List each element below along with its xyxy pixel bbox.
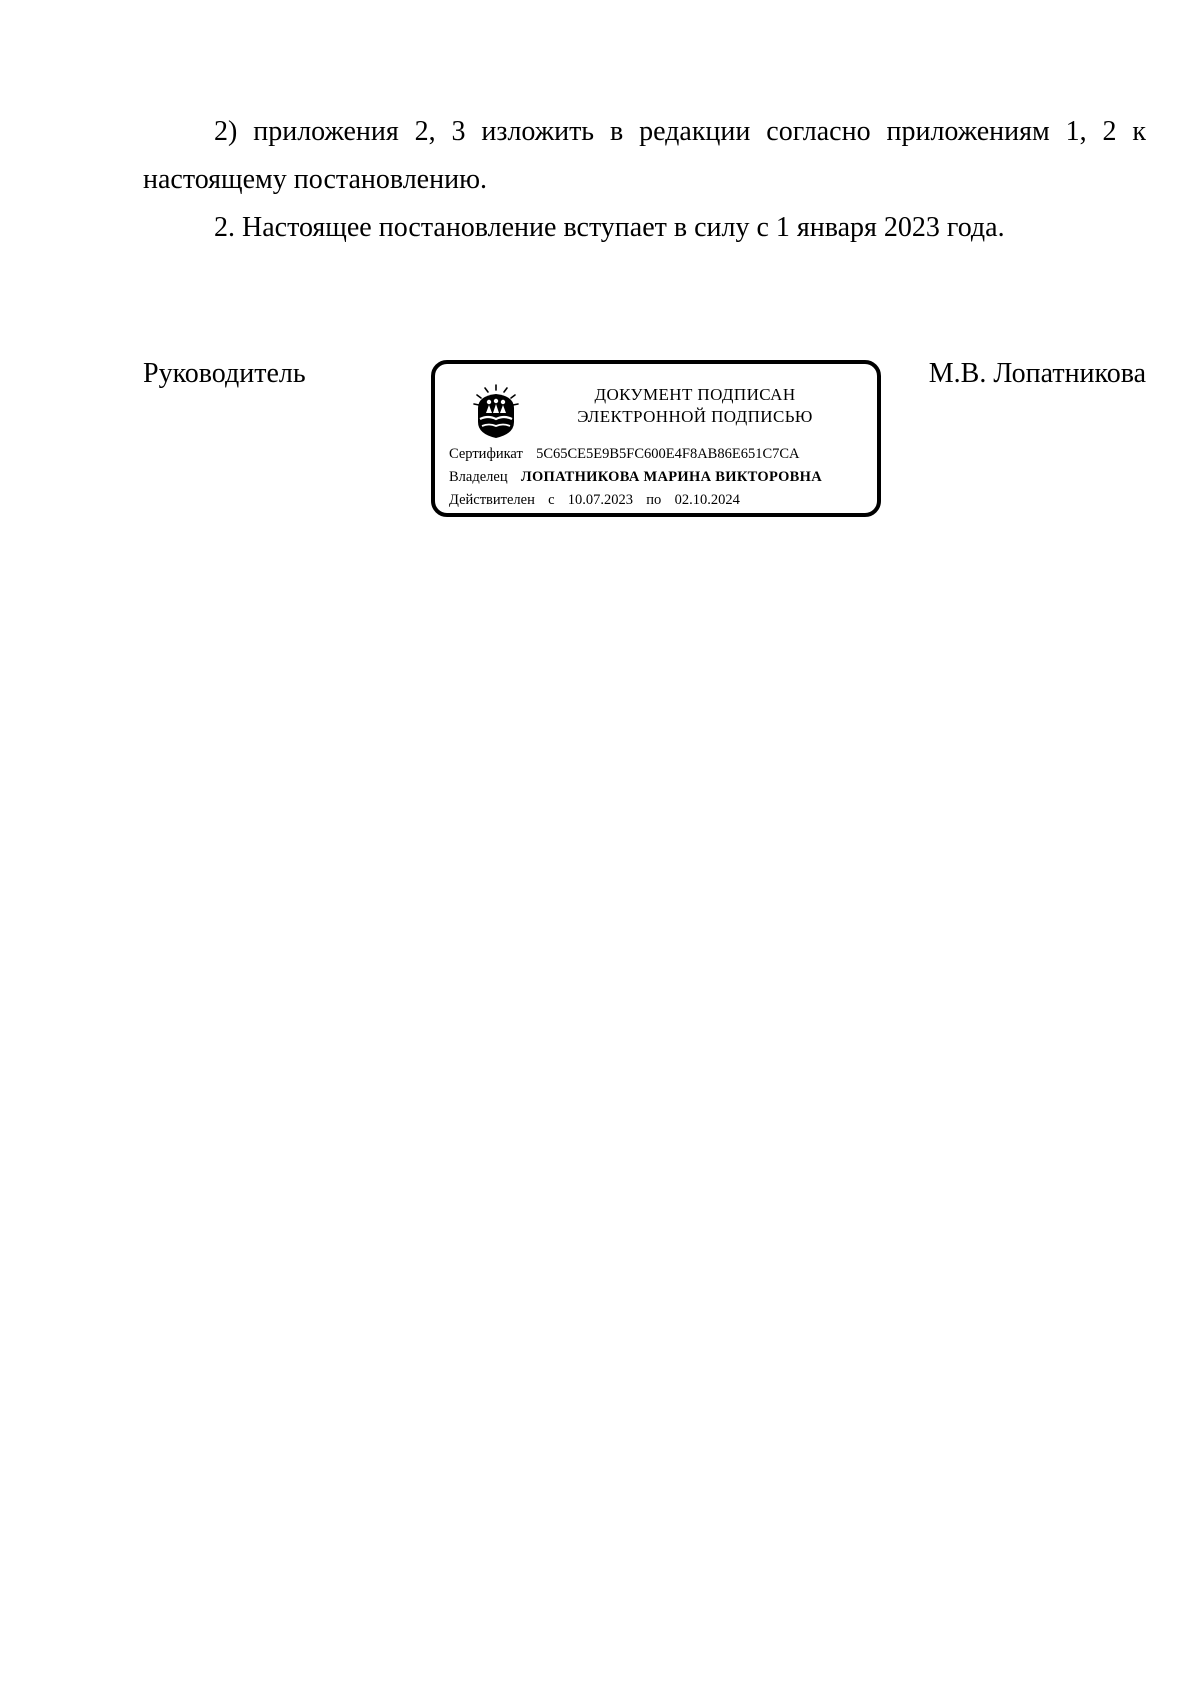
valid-label: Действителен (449, 492, 535, 508)
signatory-title: Руководитель (143, 358, 306, 389)
paragraph-appendix-amendment: 2) приложения 2, 3 изложить в редакции согласно приложениям 1, 2 к настоящему постановлению. (143, 116, 1146, 195)
owner-value: ЛОПАТНИКОВА МАРИНА ВИКТОРОВНА (520, 469, 822, 485)
electronic-signature-stamp (431, 360, 881, 517)
owner-label: Владелец (449, 469, 508, 485)
coat-of-arms-icon (470, 382, 522, 440)
stamp-certificate-row (449, 444, 800, 464)
certificate-label: Сертификат (449, 446, 523, 462)
stamp-heading-line-1: ДОКУМЕНТ ПОДПИСАН (594, 385, 796, 404)
signatory-name: М.В. Лопатникова (928, 358, 1146, 389)
stamp-owner-row (449, 467, 822, 487)
valid-to-date: 02.10.2024 (674, 492, 740, 508)
paragraph-effective-date: 2. Настоящее постановление вступает в силу с 1 января 2023 года. (214, 212, 1005, 243)
stamp-heading (545, 384, 845, 428)
stamp-heading-line-2: ЭЛЕКТРОННОЙ ПОДПИСЬЮ (577, 407, 813, 426)
stamp-validity-row (449, 490, 740, 510)
valid-to-label: по (646, 492, 662, 508)
valid-from-date: 10.07.2023 (567, 492, 634, 508)
certificate-value: 5C65CE5E9B5FC600E4F8AB86E651C7CA (536, 446, 800, 462)
valid-from-label: с (548, 492, 555, 508)
